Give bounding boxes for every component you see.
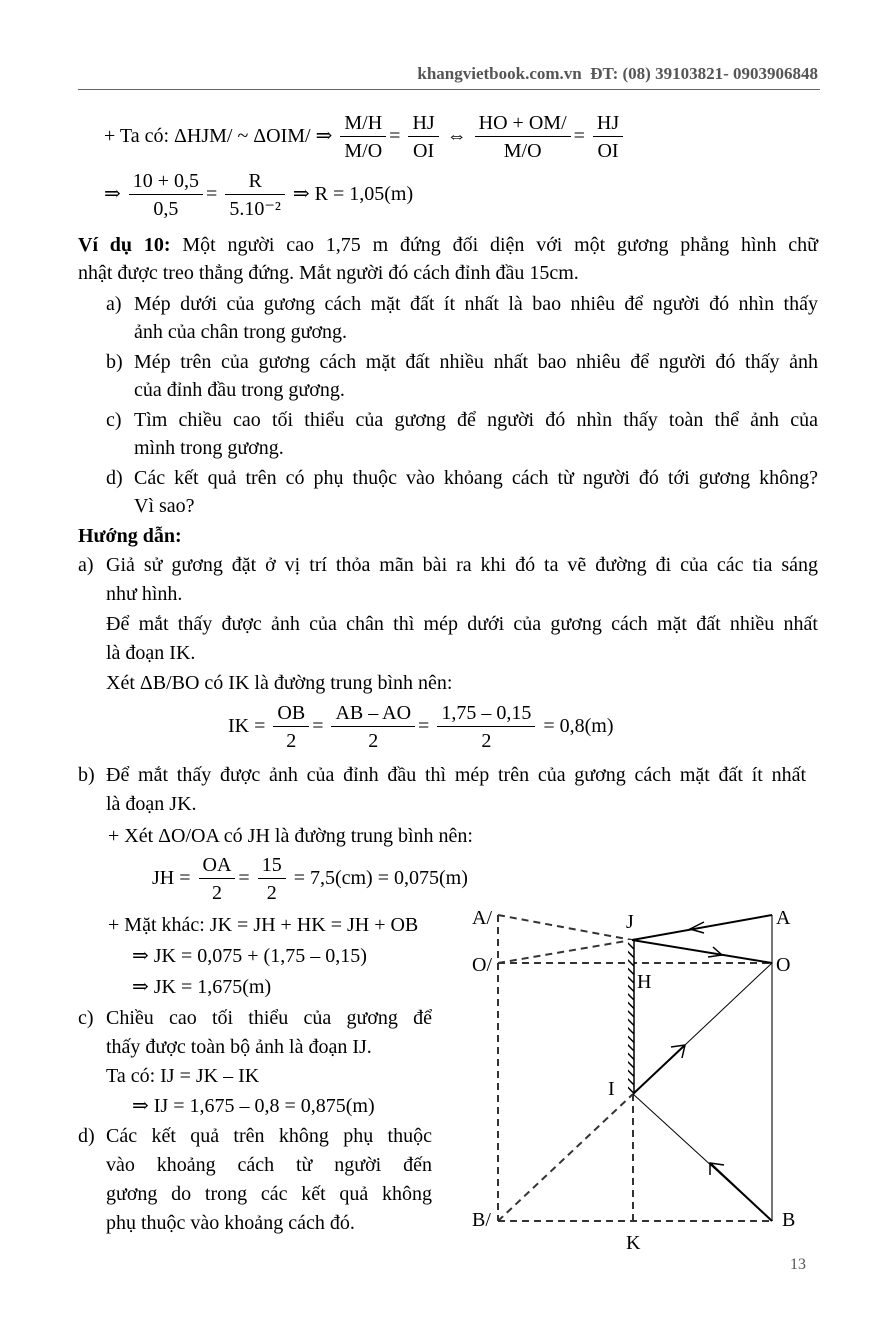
label-b: B — [782, 1209, 796, 1231]
question-c-line1: Tìm chiều cao tối thiểu của gương để người đó nhìn thấy toàn thể ảnh của — [134, 409, 818, 431]
guide-b-equation: JH = $\frac{OA}{2}$ = $\frac{15}{2}$ = 7,5(cm) = 0,075(m) — [152, 852, 468, 907]
guide-d-line4: phụ thuộc vào khoảng cách đó. — [106, 1212, 355, 1234]
question-a-line2: ảnh của chân trong gương. — [134, 321, 348, 343]
prev-solution-line2: ⇒ $\frac{10 + 0,5}{0,5}$ = $\frac{R}{\text{5.10⁻²}}$ ⇒ R = 1,05(m) — [104, 168, 413, 223]
guide-d-marker: d) — [78, 1125, 95, 1147]
question-d-line2: Vì sao? — [134, 495, 195, 517]
guide-c-marker: c) — [78, 1007, 94, 1029]
eq-prefix: IK = — [228, 715, 266, 738]
result-text: ⇒ R = 1,05(m) — [292, 183, 414, 206]
guide-c-line2: thấy được toàn bộ ảnh là đoạn IJ. — [106, 1036, 372, 1058]
guide-b-marker: b) — [78, 764, 95, 786]
fraction: $\frac{HJ}{OI}$ — [593, 110, 623, 165]
question-a-marker: a) — [106, 293, 122, 315]
eq-result: = 0,8(m) — [543, 715, 614, 738]
guide-title: Hướng dẫn: — [78, 525, 182, 547]
guide-d-line2: vào khoảng cách từ người đến — [106, 1154, 432, 1176]
guide-b-line6: ⇒ JK = 1,675(m) — [132, 976, 272, 998]
guide-a-line1: Giả sử gương đặt ở vị trí thỏa mãn bài ra khi đó ta vẽ đường đi của các tia sáng — [106, 554, 818, 576]
fraction: $\frac{10 + 0,5}{0,5}$ — [129, 168, 203, 223]
example-text: Một người cao 1,75 m đứng đối diện với một gương phẳng hình chữ — [182, 234, 819, 256]
guide-a-equation: IK = $\frac{OB}{2}$ = $\frac{AB - AO}{2}$ = $\frac{1,75 - 0,15}{2}$ = 0,8(m) — [228, 700, 613, 755]
fraction: $\frac{OB}{2}$ — [273, 700, 309, 755]
guide-d-line1: Các kết quả trên không phụ thuộc — [106, 1125, 432, 1147]
guide-c-line3: Ta có: IJ = JK – IK — [106, 1065, 260, 1087]
fraction: $\frac{R}{\text{5.10⁻²}}$ — [225, 168, 285, 223]
fraction: $\frac{15}{2}$ — [258, 852, 286, 907]
label-j: J — [626, 911, 634, 933]
guide-b-line5: ⇒ JK = 0,075 + (1,75 – 0,15) — [132, 945, 367, 967]
page-header — [0, 64, 818, 84]
guide-a-line2: như hình. — [106, 583, 183, 605]
question-a-line1: Mép dưới của gương cách mặt đất ít nhất là bao nhiêu để người đó nhìn thấy — [134, 293, 818, 315]
equiv-symbol: ⇔ — [446, 125, 467, 148]
guide-b-line2: là đoạn JK. — [106, 793, 197, 815]
guide-c-line4: ⇒ IJ = 1,675 – 0,8 = 0,875(m) — [132, 1095, 375, 1117]
mirror-ray-diagram — [460, 895, 830, 1265]
page-number: 13 — [790, 1256, 806, 1273]
eq-result: = 7,5(cm) = 0,075(m) — [293, 867, 468, 890]
header-divider — [78, 89, 820, 90]
fraction: $\frac{M/H}{M/O}$ — [340, 110, 386, 165]
fraction: $\frac{OA}{2}$ — [199, 852, 236, 907]
eq-prefix: JH = — [152, 867, 191, 890]
fraction: $\frac{AB - AO}{2}$ — [331, 700, 415, 755]
label-h: H — [637, 971, 652, 993]
prev-solution-line1: + Ta có: ΔHJM/ ~ ΔOIM/ ⇒ $\frac{M/H}{M/O}$ = $\frac{HJ}{OI}$ ⇔ $\frac{HO + OM/}{M/O}$ = $\frac{HJ}{OI}$ — [104, 110, 626, 165]
question-d-line1: Các kết quả trên có phụ thuộc vào khỏang cách từ người đó tới gương không? — [134, 467, 818, 489]
question-b-marker: b) — [106, 351, 123, 373]
label-k: K — [626, 1232, 641, 1254]
question-c-line2: mình trong gương. — [134, 437, 284, 459]
mirror — [628, 940, 634, 1094]
label-i: I — [608, 1078, 615, 1100]
question-b-line2: của đỉnh đầu trong gương. — [134, 379, 345, 401]
guide-b-line4: + Mặt khác: JK = JH + HK = JH + OB — [108, 914, 419, 936]
guide-b-line3: + Xét ΔO/OA có JH là đường trung bình nên: — [108, 825, 473, 847]
label-b-prime: B/ — [472, 1209, 491, 1231]
label-o: O — [776, 954, 791, 976]
question-c-marker: c) — [106, 409, 122, 431]
guide-a-line5: Xét ΔB/BO có IK là đường trung bình nên: — [106, 672, 453, 694]
label-a: A — [776, 907, 791, 929]
guide-c-line1: Chiều cao tối thiểu của gương để — [106, 1007, 432, 1029]
implies-symbol: ⇒ — [104, 183, 121, 206]
example-intro-line2: nhật được treo thẳng đứng. Mắt người đó cách đỉnh đầu 15cm. — [78, 262, 579, 284]
guide-a-line3: Để mắt thấy được ảnh của chân thì mép dưới của gương cách mặt đất nhiều nhất — [106, 613, 818, 635]
fraction: $\frac{1,75 - 0,15}{2}$ — [437, 700, 535, 755]
question-b-line1: Mép trên của gương cách mặt đất nhiều nhất bao nhiêu để người đó thấy ảnh — [134, 351, 818, 373]
guide-a-marker: a) — [78, 554, 94, 576]
label-a-prime: A/ — [472, 907, 492, 929]
header-site: khangvietbook.com.vn — [417, 64, 582, 83]
guide-d-line3: gương do trong các kết quả không — [106, 1183, 432, 1205]
guide-b-line1: Để mắt thấy được ảnh của đỉnh đầu thì mép trên của gương cách mặt đất ít nhất — [106, 764, 806, 786]
header-phone: ĐT: (08) 39103821- 0903906848 — [590, 64, 818, 83]
guide-a-line4: là đoạn IK. — [106, 642, 196, 664]
fraction: $\frac{HJ}{OI}$ — [408, 110, 438, 165]
example-label: Ví dụ 10: — [78, 234, 171, 256]
label-o-prime: O/ — [472, 954, 492, 976]
example-intro-line1 — [78, 231, 818, 259]
fraction: $\frac{HO + OM/}{M/O}$ — [475, 110, 571, 165]
prev-prefix: + Ta có: ΔHJM/ ~ ΔOIM/ ⇒ — [104, 125, 333, 148]
question-d-marker: d) — [106, 467, 123, 489]
